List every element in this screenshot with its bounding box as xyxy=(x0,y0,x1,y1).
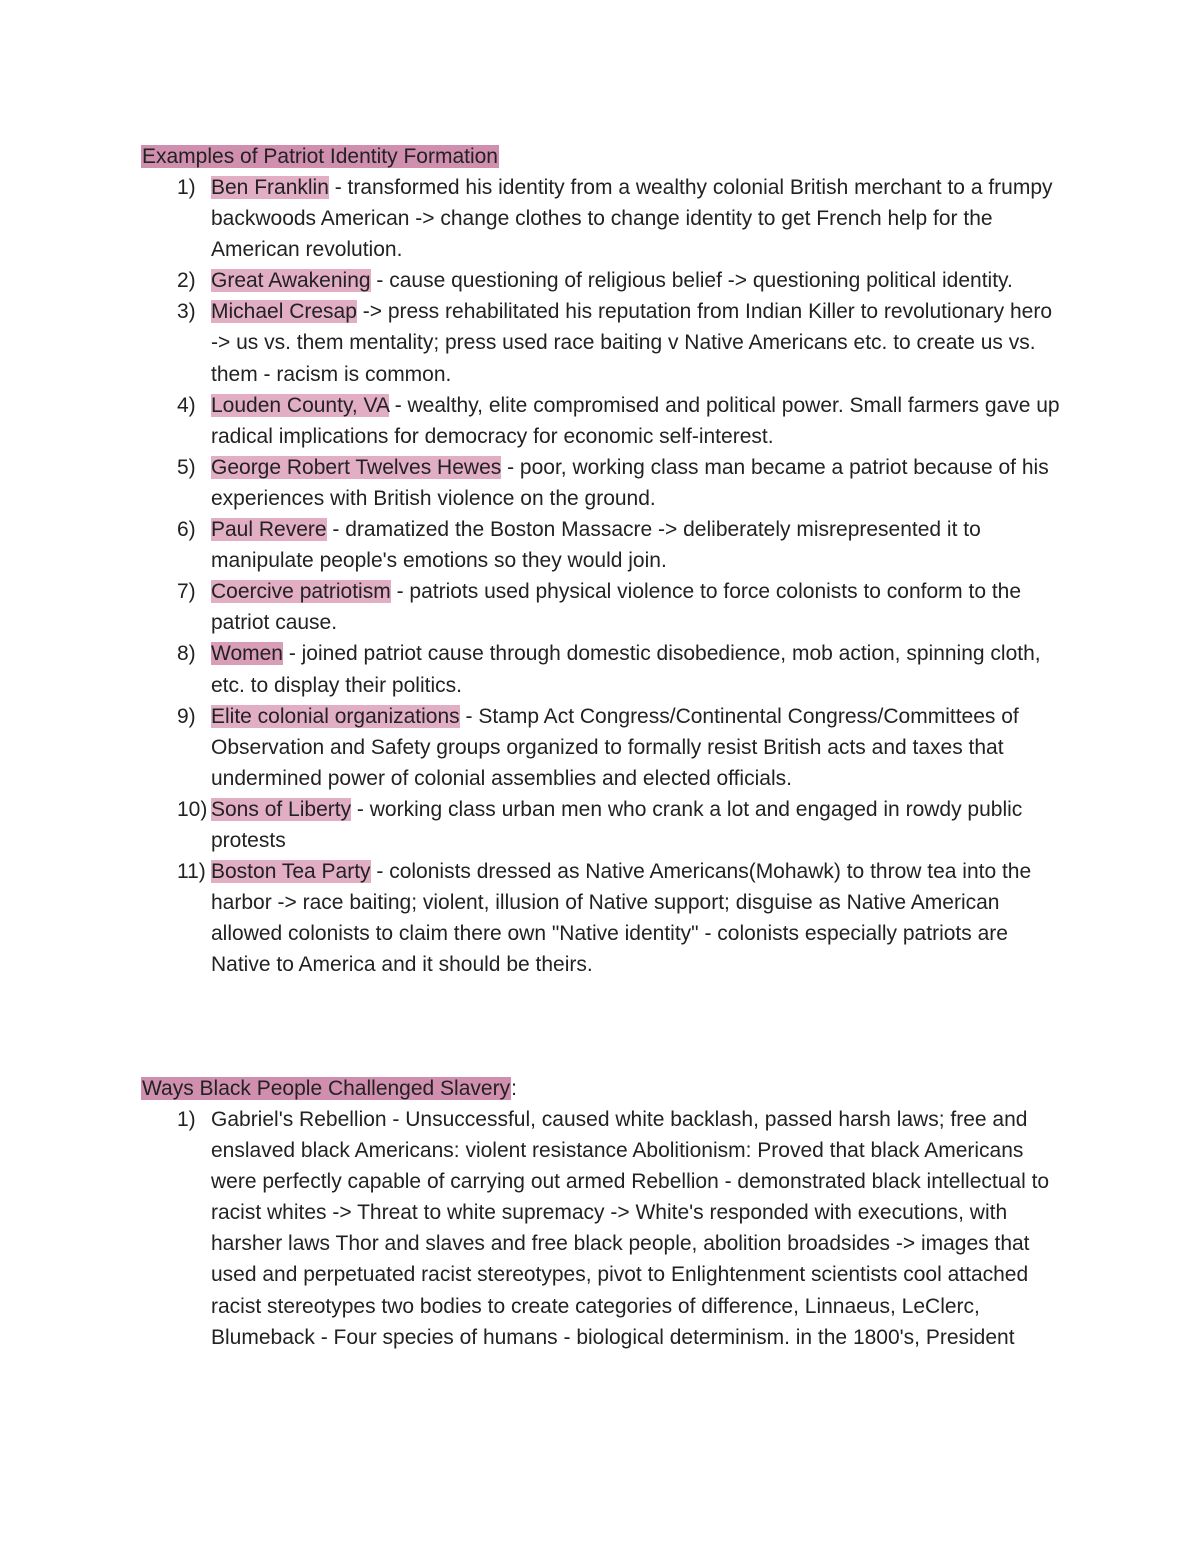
list-item xyxy=(141,576,1061,638)
highlighted-term: George Robert Twelves Hewes xyxy=(211,455,502,479)
item-text: - colonists dressed as Native Americans(Mohawk) to throw tea into the harbor -> race baiting; violent, illusion of Native support; disguise as Native American allowed colonists to claim there own "Native identity" - colonists especially patriots are Native to America and it should be theirs. xyxy=(211,860,1032,977)
item-number: 11) xyxy=(177,860,206,884)
highlighted-term: Elite colonial organizations xyxy=(211,704,460,728)
heading-highlight: Examples of Patriot Identity Formation xyxy=(142,145,498,168)
list-item xyxy=(141,794,1061,856)
highlighted-term: Sons of Liberty xyxy=(211,797,352,821)
item-number: 9) xyxy=(177,704,196,728)
item-number: 1) xyxy=(177,176,196,199)
item-text: - joined patriot cause through domestic disobedience, mob action, spinning cloth, etc. to display their politics. xyxy=(211,642,1041,697)
item-text: - poor, working class man became a patriot because of his experiences with British violence on the ground. xyxy=(211,455,1049,510)
item-text: - working class urban men who crank a lot and engaged in rowdy public protests xyxy=(211,797,1023,852)
highlighted-term: Paul Revere xyxy=(211,518,327,542)
list-item xyxy=(141,390,1061,452)
highlighted-term: Coercive patriotism xyxy=(211,580,391,604)
highlighted-term: Women xyxy=(211,642,283,666)
highlighted-term: Louden County, VA xyxy=(211,393,389,417)
item-number: 6) xyxy=(177,518,196,542)
slavery-resistance-list xyxy=(141,1104,1061,1353)
highlighted-term: Great Awakening xyxy=(211,269,371,293)
heading-suffix: : xyxy=(511,1077,517,1100)
list-item xyxy=(141,514,1061,576)
item-text: - cause questioning of religious belief -> questioning political identity. xyxy=(370,269,1013,293)
item-number: 10) xyxy=(177,797,208,821)
item-number: 3) xyxy=(177,300,196,324)
list-item xyxy=(141,452,1061,514)
list-item xyxy=(141,296,1061,389)
list-item xyxy=(141,701,1061,794)
item-text: - transformed his identity from a wealthy colonial British merchant to a frumpy backwoods American -> change clothes to change identity to get French help for the American revolution. xyxy=(211,176,1053,262)
list-item xyxy=(141,265,1061,296)
section-challenging-slavery xyxy=(141,1073,1061,1353)
item-number: 7) xyxy=(177,580,196,604)
list-item xyxy=(141,1104,1061,1353)
item-text: Gabriel's Rebellion - Unsuccessful, caused white backlash, passed harsh laws; free and enslaved black Americans: violent resistance Abolitionism: Proved that black Americans were perfectly capable of carrying out armed Rebellion - demonstrated black intellectual to racist whites -> Threat to white supremacy -> White's responded with executions, with harsher laws Thor and slaves and free black people, abolition broadsides -> images that used and perpetuated racist stereotypes, pivot to Enlightenment scientists cool attached racist stereotypes two bodies to create categories of difference, Linnaeus, LeClerc, Blumeback - Four species of humans - biological determinism. in the 1800's, President xyxy=(211,1108,1050,1349)
item-number: 8) xyxy=(177,642,196,666)
item-text: - wealthy, elite compromised and political power. Small farmers gave up radical implications for democracy for economic self-interest. xyxy=(211,393,1060,448)
highlighted-term: Boston Tea Party xyxy=(211,860,371,884)
item-text: -> press rehabilitated his reputation from Indian Killer to revolutionary hero -> us vs. them mentality; press used race baiting v Native Americans etc. to create us vs. them - racism is common. xyxy=(211,300,1053,386)
item-number: 4) xyxy=(177,393,196,417)
item-text: - patriots used physical violence to force colonists to conform to the patriot cause. xyxy=(211,580,1022,635)
section-heading xyxy=(141,141,1061,172)
item-text: - Stamp Act Congress/Continental Congress/Committees of Observation and Safety groups organized to formally resist British acts and taxes that undermined power of colonial assemblies and elected officials. xyxy=(211,704,1019,790)
list-item xyxy=(141,856,1061,980)
highlighted-term: Ben Franklin xyxy=(211,176,329,199)
list-item xyxy=(141,638,1061,700)
list-item xyxy=(141,172,1061,265)
item-number: 5) xyxy=(177,455,196,479)
heading-highlight: Ways Black People Challenged Slavery xyxy=(142,1077,511,1100)
section-patriot-identity xyxy=(141,141,1061,980)
item-number: 1) xyxy=(177,1108,196,1131)
item-text: - dramatized the Boston Massacre -> deliberately misrepresented it to manipulate people's emotions so they would join. xyxy=(211,518,981,573)
patriot-examples-list xyxy=(141,172,1061,980)
highlighted-term: Michael Cresap xyxy=(211,300,357,324)
item-number: 2) xyxy=(177,269,196,293)
section-heading xyxy=(141,1073,1061,1104)
